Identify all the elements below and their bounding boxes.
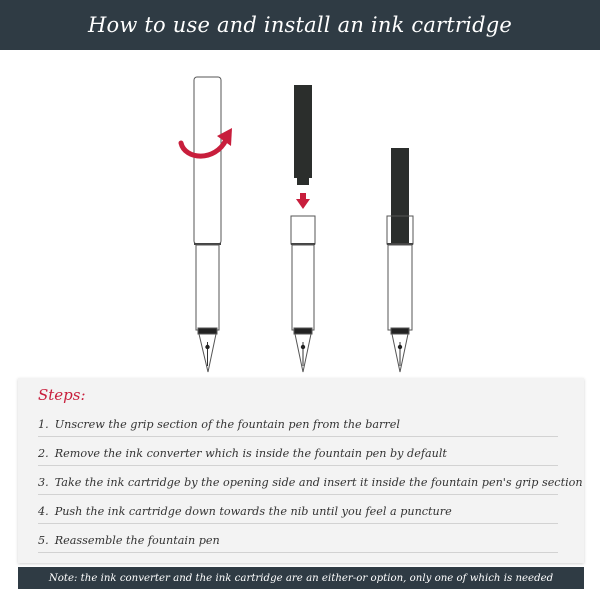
step-text: Unscrew the grip section of the fountain pen from the barrel	[54, 418, 400, 431]
steps-panel	[18, 378, 584, 563]
step-5	[38, 534, 558, 553]
step-4	[38, 505, 558, 524]
step-number: 1.	[38, 418, 49, 431]
step-text: Remove the ink converter which is inside the fountain pen by default	[54, 447, 447, 460]
step-text: Take the ink cartridge by the opening side and insert it inside the fountain pen's grip section	[54, 476, 583, 489]
cartridge-separate	[294, 85, 312, 185]
assembled-pen	[194, 77, 221, 372]
down-arrow-icon	[296, 193, 310, 209]
inserted-cartridge	[391, 148, 409, 248]
header-bar	[0, 0, 600, 50]
step-number: 3.	[38, 476, 49, 489]
step-text: Push the ink cartridge down towards the nib until you feel a puncture	[54, 505, 452, 518]
grip-thread	[291, 216, 315, 244]
pen-nib-ring	[198, 328, 217, 334]
page-title: How to use and install an ink cartridge	[87, 13, 512, 37]
pen-grip	[196, 245, 219, 330]
steps-heading: Steps:	[38, 386, 86, 404]
cartridge-inserted-pen	[387, 148, 413, 372]
step-number: 4.	[38, 505, 49, 518]
pen-illustration	[0, 60, 600, 375]
step-text: Reassemble the fountain pen	[54, 534, 220, 547]
step-2	[38, 447, 558, 466]
pen-barrel	[194, 77, 221, 244]
step-number: 5.	[38, 534, 49, 547]
grip-section	[291, 216, 315, 372]
step-number: 2.	[38, 447, 49, 460]
step-3	[38, 476, 583, 495]
note-text: Note: the ink converter and the ink cartridge are an either-or option, only one of which is needed	[48, 572, 554, 584]
ink-cartridge	[294, 85, 312, 178]
note-bar	[18, 567, 584, 589]
step-1	[38, 418, 558, 437]
